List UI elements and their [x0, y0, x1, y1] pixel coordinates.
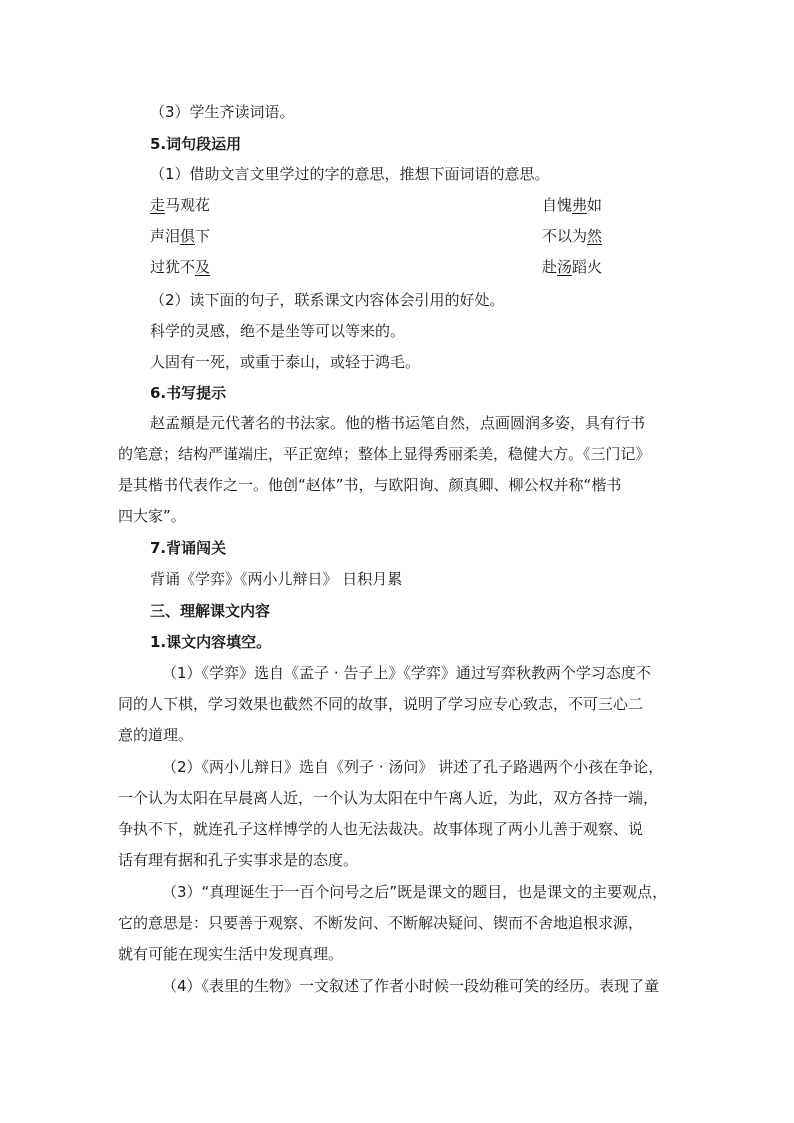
- word-right: 自愧弗如: [542, 196, 603, 214]
- writing-tip-line-2: 的笔意；结构严谨端庄，平正宽绰；整体上显得秀丽柔美，稳健大方。《三门记》: [118, 445, 651, 463]
- para-4-line-1: （4）《表里的生物》一文叙述了作者小时候一段幼稚可笑的经历。表现了童: [162, 977, 660, 995]
- word-row-3: [150, 257, 650, 277]
- word-left: 走马观花: [150, 196, 211, 214]
- section-7-heading: 7.背诵闯关: [150, 539, 227, 557]
- para-1-line-2: 同的人下棋，学习效果也截然不同的故事，说明了学习应专心致志，不可三心二: [118, 695, 644, 713]
- quote-1: 科学的灵感，绝不是坐等可以等来的。: [150, 322, 406, 340]
- para-1-line-3: 意的道理。: [118, 726, 194, 744]
- writing-tip-line-1: 赵孟頫是元代著名的书法家。他的楷书运笔自然，点画圆润多姿，具有行书: [150, 414, 646, 432]
- writing-tip-line-4: 四大家”。: [118, 507, 186, 525]
- section-6-heading: 6.书写提示: [150, 384, 227, 402]
- recite-line: 背诵《学弈》《两小儿辩日》 日积月累: [150, 570, 403, 588]
- word-row-2: [150, 226, 650, 246]
- para-2-line-2: 一个认为太阳在早晨离人近，一个认为太阳在中午离人近，为此，双方各持一端，: [118, 789, 659, 807]
- fill-blank-heading: 1.课文内容填空。: [150, 633, 272, 651]
- para-2-line-1: （2）《两小儿辩日》选自《列子 · 汤问》 讲述了孔子路遇两个小孩在争论，: [162, 758, 664, 776]
- para-3-line-3: 就有可能在现实生活中发现真理。: [118, 945, 344, 963]
- quote-2: 人固有一死，或重于泰山，或轻于鸿毛。: [150, 353, 421, 371]
- word-right: 赴汤蹈火: [542, 258, 603, 276]
- para-2-line-3: 争执不下，就连孔子这样博学的人也无法裁决。故事体现了两小儿善于观察、说: [118, 820, 644, 838]
- para-3-line-2: 它的意思是：只要善于观察、不断发问、不断解决疑问、锲而不舍地追根求源，: [118, 914, 644, 932]
- exercise-1-prompt: （1）借助文言文里学过的字的意思，推想下面词语的意思。: [150, 165, 550, 183]
- word-right: 不以为然: [542, 227, 603, 245]
- word-left: 过犹不及: [150, 258, 211, 276]
- para-3-line-1: （3）“真理诞生于一百个问号之后”既是课文的题目，也是课文的主要观点，: [162, 883, 668, 901]
- word-row-1: [150, 195, 650, 215]
- para-1-line-1: （1）《学弈》选自《孟子 · 告子上》《学弈》通过写弈秋教两个学习态度不: [162, 664, 651, 682]
- part-3-heading: 三、理解课文内容: [150, 602, 271, 620]
- step-3-line: （3）学生齐读词语。: [150, 103, 295, 121]
- para-2-line-4: 话有理有据和孔子实事求是的态度。: [118, 851, 359, 869]
- exercise-2-prompt: （2）读下面的句子，联系课文内容体会引用的好处。: [150, 291, 505, 309]
- section-5-heading: 5.词句段运用: [150, 135, 242, 153]
- word-left: 声泪俱下: [150, 227, 211, 245]
- writing-tip-line-3: 是其楷书代表作之一。他创“赵体”书，与欧阳询、颜真卿、柳公权并称“楷书: [118, 476, 622, 494]
